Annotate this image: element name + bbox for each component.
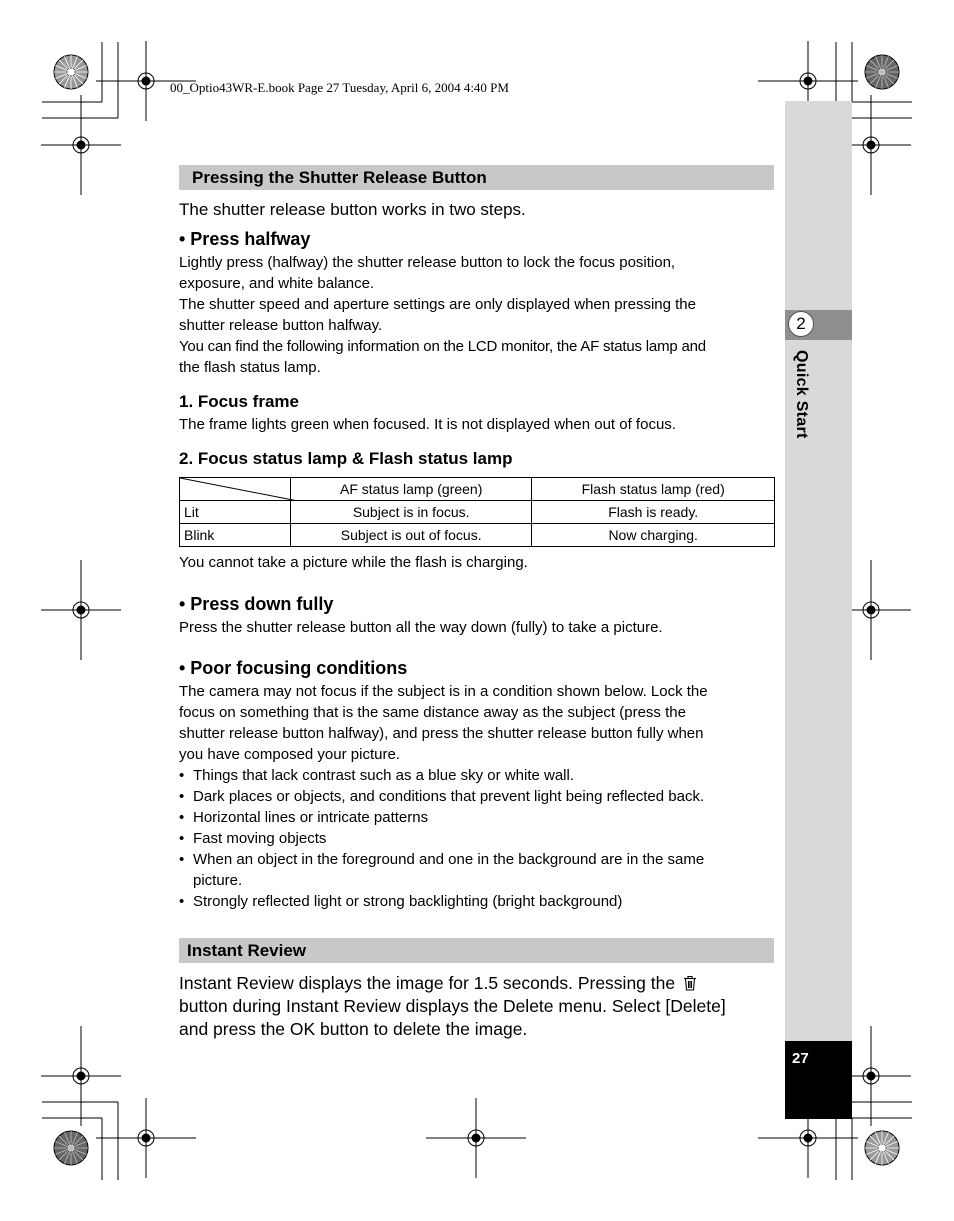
text-line: The camera may not focus if the subject is in a condition shown below. Lock the xyxy=(179,683,708,700)
list-item xyxy=(179,807,779,828)
text-line xyxy=(179,972,779,995)
chapter-number: 2 xyxy=(788,311,814,337)
text-line: Lightly press (halfway) the shutter release button to lock the focus position, xyxy=(179,254,676,271)
text-line: The shutter speed and aperture settings are only displayed when pressing the xyxy=(179,296,696,313)
list-item-text: Things that lack contrast such as a blue sky or white wall. xyxy=(193,767,575,784)
table-cell: Blink xyxy=(180,524,291,547)
table-row xyxy=(180,501,775,524)
text-line: exposure, and white balance. xyxy=(179,275,375,292)
bullet-dot: • xyxy=(179,788,185,805)
text-line: When an object in the foreground and one in the background are in the same xyxy=(193,851,705,868)
table-header-flash: Flash status lamp (red) xyxy=(532,478,775,501)
bullet-dot: • xyxy=(179,851,185,868)
trash-icon xyxy=(683,975,697,991)
text-line: picture. xyxy=(193,872,243,889)
table-corner-cell xyxy=(180,478,291,501)
poor-focusing-paragraph xyxy=(179,681,779,765)
list-item xyxy=(179,891,779,912)
text-line: button during Instant Review displays the Delete menu. Select [Delete] xyxy=(179,996,726,1016)
table-header-row xyxy=(180,478,775,501)
flash-charging-note: You cannot take a picture while the flash is charging. xyxy=(179,554,528,571)
table-row xyxy=(180,524,775,547)
list-item-text: Horizontal lines or intricate patterns xyxy=(193,809,429,826)
heading-focus-frame: 1. Focus frame xyxy=(179,392,299,411)
focus-frame-text: The frame lights green when focused. It is not displayed when out of focus. xyxy=(179,416,676,433)
list-item xyxy=(179,786,779,807)
instant-review-paragraph xyxy=(179,972,779,1041)
section-heading-shutter: Pressing the Shutter Release Button xyxy=(179,165,774,190)
side-tab xyxy=(785,101,852,1119)
list-item-text xyxy=(193,849,704,891)
intro-text: The shutter release button works in two steps. xyxy=(179,200,526,219)
heading-press-halfway: • Press halfway xyxy=(179,229,311,249)
text-line: the flash status lamp. xyxy=(179,359,321,376)
heading-poor-focusing: • Poor focusing conditions xyxy=(179,658,408,678)
list-item xyxy=(179,765,779,786)
poor-focusing-list xyxy=(179,765,779,912)
text-line: focus on something that is the same distance away as the subject (press the xyxy=(179,704,686,721)
bullet-dot: • xyxy=(179,809,185,826)
list-item xyxy=(179,849,779,891)
text-line: and press the OK button to delete the image. xyxy=(179,1019,528,1039)
print-header: 00_Optio43WR-E.book Page 27 Tuesday, April 6, 2004 4:40 PM xyxy=(170,80,509,95)
bullet-dot: • xyxy=(179,830,185,847)
diagonal-line xyxy=(180,478,298,501)
heading-focus-status: 2. Focus status lamp & Flash status lamp xyxy=(179,449,513,468)
lamp-table xyxy=(179,477,775,547)
press-fully-text: Press the shutter release button all the way down (fully) to take a picture. xyxy=(179,619,663,636)
list-item-text: Strongly reflected light or strong backlighting (bright background) xyxy=(193,893,623,910)
table-cell: Flash is ready. xyxy=(532,501,775,524)
chapter-title: Quick Start xyxy=(793,350,810,439)
table-header-af: AF status lamp (green) xyxy=(291,478,532,501)
list-item-text: Dark places or objects, and conditions that prevent light being reflected back. xyxy=(193,788,705,805)
bullet-dot: • xyxy=(179,893,185,910)
text-line: shutter release button halfway), and press the shutter release button fully when xyxy=(179,725,704,742)
table-cell: Subject is in focus. xyxy=(291,501,532,524)
text-segment: Instant Review displays the image for 1.5 seconds. Pressing the xyxy=(179,973,676,993)
text-line: you have composed your picture. xyxy=(179,746,400,763)
heading-press-down-fully: • Press down fully xyxy=(179,594,334,614)
table-cell: Lit xyxy=(180,501,291,524)
table-cell: Subject is out of focus. xyxy=(291,524,532,547)
section-heading-instant-review: Instant Review xyxy=(179,938,774,963)
bullet-dot: • xyxy=(179,767,185,784)
list-item-text: Fast moving objects xyxy=(193,830,327,847)
list-item xyxy=(179,828,779,849)
page-number: 27 xyxy=(792,1050,809,1067)
halfway-paragraph xyxy=(179,252,779,378)
table-cell: Now charging. xyxy=(532,524,775,547)
text-line: You can find the following information on the LCD monitor, the AF status lamp and xyxy=(179,338,706,355)
text-line: shutter release button halfway. xyxy=(179,317,383,334)
